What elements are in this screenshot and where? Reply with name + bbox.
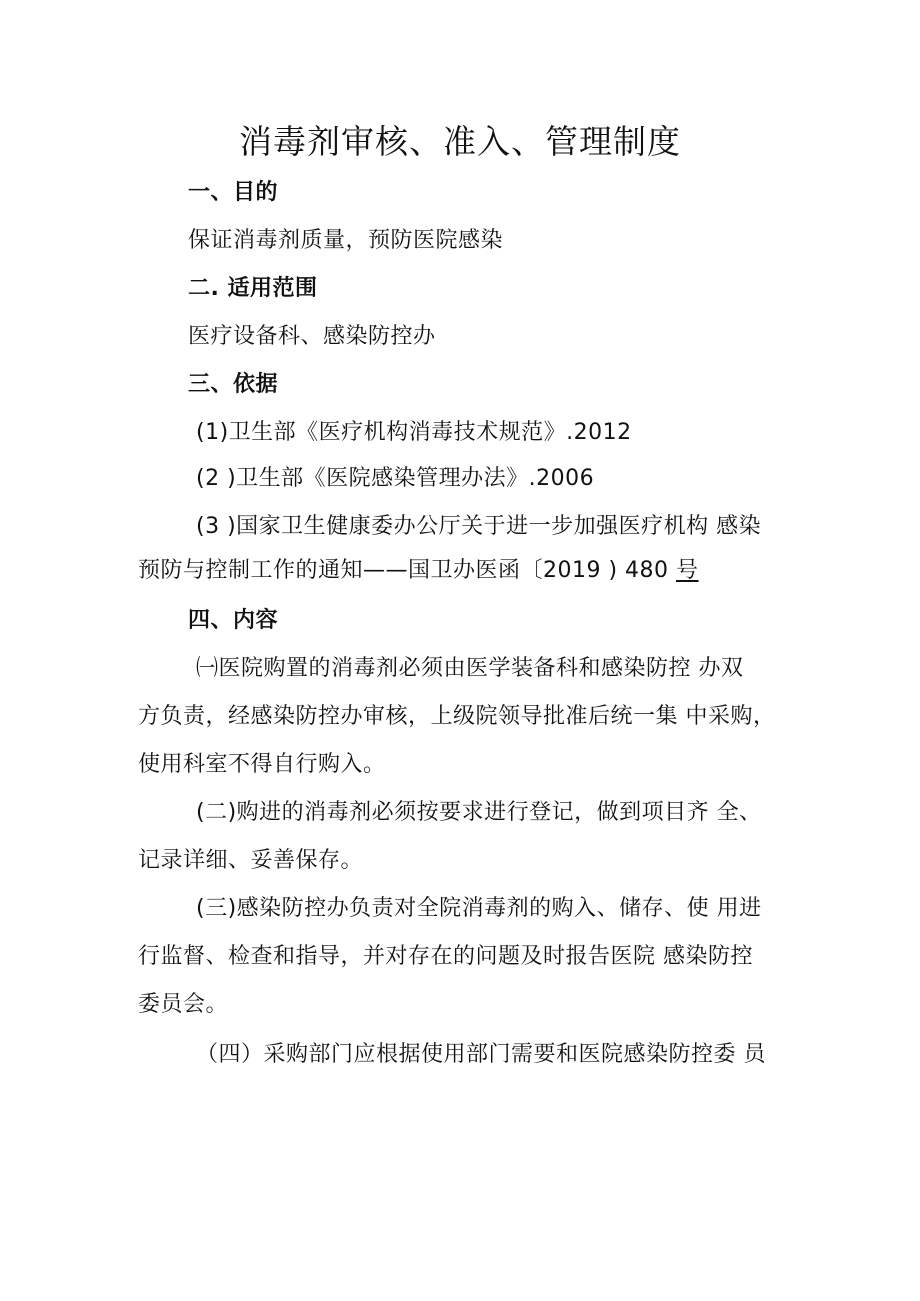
content-paragraph-3-line-1: (三)感染防控办负责对全院消毒剂的购入、储存、使 用进 [196,896,762,921]
content-paragraph-2-line-1: (二)购进的消毒剂必须按要求进行登记，做到项目齐 全、 [196,800,762,825]
section-2-heading: 二. 适用范围 [188,276,318,301]
content-paragraph-4-line-1: （四）采购部门应根据使用部门需要和医院感染防控委 员 [196,1042,766,1067]
reference-item-3-line-2-text: 预防与控制工作的通知——国卫办医函〔2019 ) 480 [138,558,677,583]
section-1-text: 保证消毒剂质量，预防医院感染 [188,228,504,253]
reference-item-3-line-1: (3 )国家卫生健康委办公厅关于进一步加强医疗机构 感染 [196,514,762,539]
section-3-heading: 三、依据 [188,372,279,397]
content-paragraph-2-line-2: 记录详细、妥善保存。 [138,848,364,873]
reference-item-3-line-2 [138,556,699,586]
content-paragraph-1-line-2: 方负责，经感染防控办审核，上级院领导批准后统一集 中采购， [138,704,776,729]
section-1-heading: 一、目的 [188,180,279,205]
content-paragraph-3-line-3: 委员会。 [138,992,229,1017]
content-paragraph-1-line-3: 使用科室不得自行购入。 [138,752,386,777]
content-paragraph-1-line-1: ㈠医院购置的消毒剂必须由医学装备科和感染防控 办双 [196,656,744,681]
section-2-text: 医疗设备科、感染防控办 [188,324,436,349]
reference-item-2: (2 )卫生部《医院感染管理办法》.2006 [196,466,595,491]
content-paragraph-3-line-2: 行监督、检查和指导，并对存在的问题及时报告医院 感染防控 [138,944,753,969]
section-4-heading: 四、内容 [188,608,279,633]
reference-item-3-number-suffix: 号 [676,558,699,583]
reference-item-1: (1)卫生部《医疗机构消毒技术规范》.2012 [196,420,632,445]
document-title: 消毒剂审核、准入、管理制度 [239,122,681,161]
